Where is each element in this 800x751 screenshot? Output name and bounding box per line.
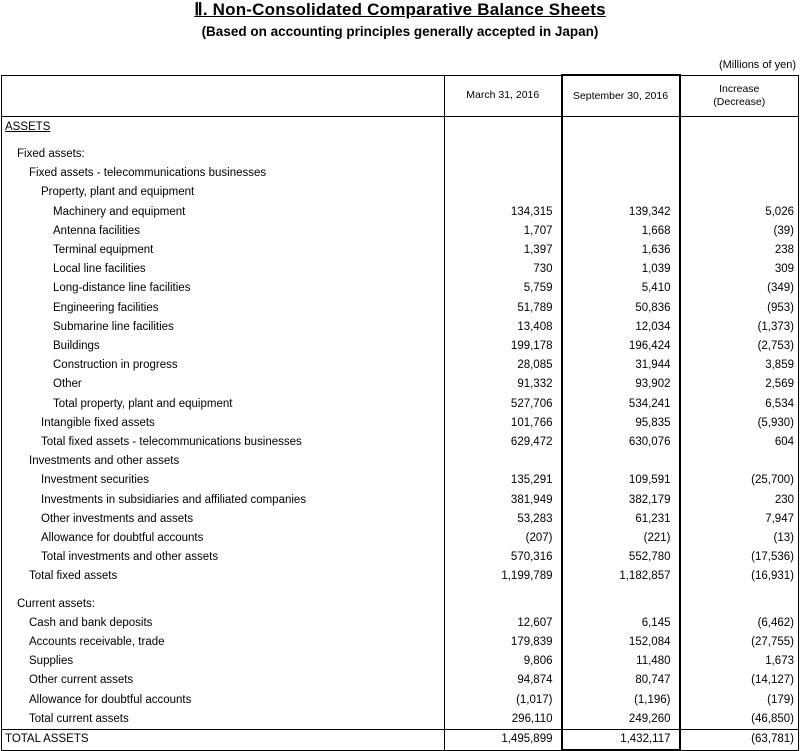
row-label <box>2 414 445 433</box>
row-label <box>2 164 445 183</box>
value-march-2016: 1,707 <box>445 222 562 241</box>
value-september-2016: 1,636 <box>562 241 680 260</box>
page-title: Ⅱ. Non-Consolidated Comparative Balance Sheets <box>194 0 606 19</box>
row-label <box>2 203 445 222</box>
value-march-2016 <box>445 117 562 138</box>
value-increase-decrease: (46,850) <box>680 710 799 730</box>
value-increase-decrease: 1,673 <box>680 652 799 671</box>
value-increase-decrease: (1,373) <box>680 318 799 337</box>
row-label-text: Investments in subsidiaries and affiliated companies <box>41 493 307 506</box>
table-row <box>2 337 799 356</box>
value-september-2016: 61,231 <box>562 510 680 529</box>
header-march-2016: March 31, 2016 <box>445 75 562 117</box>
value-march-2016 <box>445 137 562 145</box>
value-increase-decrease: (14,127) <box>680 671 799 690</box>
value-march-2016: 629,472 <box>445 433 562 452</box>
table-row <box>2 633 799 652</box>
table-row <box>2 529 799 548</box>
table-row <box>2 395 799 414</box>
row-label <box>2 510 445 529</box>
value-march-2016: 1,495,899 <box>445 730 562 751</box>
table-row <box>2 471 799 490</box>
header-label-cell <box>2 75 445 117</box>
value-september-2016: 1,668 <box>562 222 680 241</box>
row-label-text: Intangible fixed assets <box>41 416 155 429</box>
row-label-text: Current assets: <box>17 597 95 610</box>
table-row <box>2 260 799 279</box>
row-label <box>2 614 445 633</box>
row-label <box>2 241 445 260</box>
value-september-2016: 196,424 <box>562 337 680 356</box>
row-label <box>2 548 445 567</box>
value-september-2016: 109,591 <box>562 471 680 490</box>
value-september-2016: 93,902 <box>562 375 680 394</box>
total-row <box>2 730 799 751</box>
table-row <box>2 671 799 690</box>
value-increase-decrease <box>680 452 799 471</box>
header-september-2016: September 30, 2016 <box>562 75 680 117</box>
row-label <box>2 671 445 690</box>
value-march-2016: 296,110 <box>445 710 562 730</box>
row-label <box>2 452 445 471</box>
row-label <box>2 633 445 652</box>
table-row <box>2 375 799 394</box>
value-march-2016: 134,315 <box>445 203 562 222</box>
value-march-2016 <box>445 183 562 202</box>
value-march-2016: 9,806 <box>445 652 562 671</box>
value-september-2016: 11,480 <box>562 652 680 671</box>
spacer-row <box>2 587 799 595</box>
value-march-2016: 12,607 <box>445 614 562 633</box>
value-march-2016: 28,085 <box>445 356 562 375</box>
value-september-2016: 630,076 <box>562 433 680 452</box>
value-september-2016 <box>562 183 680 202</box>
value-increase-decrease: (39) <box>680 222 799 241</box>
value-increase-decrease: 7,947 <box>680 510 799 529</box>
value-september-2016: 152,084 <box>562 633 680 652</box>
value-increase-decrease: (6,462) <box>680 614 799 633</box>
value-september-2016: (221) <box>562 529 680 548</box>
value-march-2016: 381,949 <box>445 491 562 510</box>
value-increase-decrease: (25,700) <box>680 471 799 490</box>
row-label-text: Fixed assets: <box>17 148 85 160</box>
row-label <box>2 337 445 356</box>
value-september-2016: 5,410 <box>562 279 680 298</box>
row-label-text: Other <box>53 378 82 391</box>
row-label-text: Investment securities <box>41 474 150 487</box>
row-label <box>2 567 445 586</box>
value-increase-decrease: (16,931) <box>680 567 799 586</box>
table-row <box>2 691 799 710</box>
row-label <box>2 529 445 548</box>
value-september-2016: 31,944 <box>562 356 680 375</box>
value-september-2016: 95,835 <box>562 414 680 433</box>
value-march-2016: 730 <box>445 260 562 279</box>
spacer-row <box>2 137 799 145</box>
value-september-2016: 534,241 <box>562 395 680 414</box>
row-label-text: Allowance for doubtful accounts <box>29 693 192 706</box>
table-row <box>2 567 799 586</box>
value-september-2016: 80,747 <box>562 671 680 690</box>
table-row <box>2 414 799 433</box>
header-row <box>2 75 799 117</box>
value-increase-decrease: (27,755) <box>680 633 799 652</box>
row-label <box>2 318 445 337</box>
value-increase-decrease: (17,536) <box>680 548 799 567</box>
row-label <box>2 730 445 751</box>
row-label <box>2 299 445 318</box>
section-heading: ASSETS <box>5 121 51 133</box>
value-increase-decrease <box>680 164 799 183</box>
row-label-text: Cash and bank deposits <box>29 616 153 629</box>
table-row <box>2 491 799 510</box>
value-increase-decrease: (63,781) <box>680 730 799 751</box>
row-label <box>2 145 445 164</box>
row-label-text: TOTAL ASSETS <box>5 733 89 746</box>
value-march-2016: 199,178 <box>445 337 562 356</box>
value-increase-decrease: 230 <box>680 491 799 510</box>
value-march-2016: (207) <box>445 529 562 548</box>
value-increase-decrease <box>680 145 799 164</box>
row-label-text: Total current assets <box>29 712 129 725</box>
table-row <box>2 299 799 318</box>
row-label-text: Local line facilities <box>53 263 146 276</box>
row-label-text: Property, plant and equipment <box>41 186 195 199</box>
page-subtitle: (Based on accounting principles generally accepted in Japan) <box>201 24 599 39</box>
value-increase-decrease: (5,930) <box>680 414 799 433</box>
value-march-2016: 13,408 <box>445 318 562 337</box>
table-row <box>2 203 799 222</box>
value-march-2016: 135,291 <box>445 471 562 490</box>
table-row <box>2 241 799 260</box>
table-row <box>2 433 799 452</box>
row-label-text: Total investments and other assets <box>41 551 219 564</box>
row-label <box>2 375 445 394</box>
value-september-2016 <box>562 137 680 145</box>
value-march-2016: 101,766 <box>445 414 562 433</box>
row-label-text: Buildings <box>53 340 100 353</box>
header-decrease: (Decrease) <box>713 95 766 108</box>
row-label <box>2 222 445 241</box>
value-march-2016: 51,789 <box>445 299 562 318</box>
row-label-text: Fixed assets - telecommunications businesses <box>29 167 267 180</box>
table-row <box>2 510 799 529</box>
value-march-2016 <box>445 145 562 164</box>
value-march-2016 <box>445 595 562 614</box>
value-september-2016 <box>562 595 680 614</box>
row-label <box>2 471 445 490</box>
value-september-2016 <box>562 117 680 138</box>
value-september-2016: 6,145 <box>562 614 680 633</box>
row-label <box>2 260 445 279</box>
row-label-text: Machinery and equipment <box>53 205 186 218</box>
row-label <box>2 710 445 730</box>
row-label <box>2 356 445 375</box>
table-row <box>2 452 799 471</box>
table-row <box>2 652 799 671</box>
value-september-2016: 382,179 <box>562 491 680 510</box>
value-increase-decrease: (349) <box>680 279 799 298</box>
row-label-text: Engineering facilities <box>53 301 159 314</box>
value-september-2016 <box>562 452 680 471</box>
value-increase-decrease <box>680 117 799 138</box>
row-label <box>2 117 445 138</box>
value-increase-decrease: 309 <box>680 260 799 279</box>
value-march-2016 <box>445 587 562 595</box>
value-march-2016 <box>445 164 562 183</box>
balance-sheet-table <box>1 74 799 751</box>
units-note: (Millions of yen) <box>718 59 796 71</box>
row-label-text: Investments and other assets <box>29 455 180 468</box>
value-september-2016: 1,182,857 <box>562 567 680 586</box>
spacer-cell <box>2 587 445 595</box>
row-label-text: Submarine line facilities <box>53 320 174 333</box>
value-march-2016: (1,017) <box>445 691 562 710</box>
value-march-2016: 94,874 <box>445 671 562 690</box>
value-increase-decrease <box>680 587 799 595</box>
value-increase-decrease: (13) <box>680 529 799 548</box>
value-march-2016: 1,397 <box>445 241 562 260</box>
spacer-cell <box>2 137 445 145</box>
table-row <box>2 222 799 241</box>
value-september-2016 <box>562 145 680 164</box>
table-row <box>2 117 799 138</box>
row-label-text: Other investments and assets <box>41 512 194 525</box>
value-september-2016 <box>562 587 680 595</box>
value-increase-decrease: (953) <box>680 299 799 318</box>
table-row <box>2 356 799 375</box>
value-september-2016: 249,260 <box>562 710 680 730</box>
value-increase-decrease: (2,753) <box>680 337 799 356</box>
value-september-2016: (1,196) <box>562 691 680 710</box>
row-label <box>2 395 445 414</box>
row-label-text: Total fixed assets - telecommunications businesses <box>41 436 302 449</box>
row-label <box>2 433 445 452</box>
value-increase-decrease: 3,859 <box>680 356 799 375</box>
row-label <box>2 595 445 614</box>
value-march-2016: 527,706 <box>445 395 562 414</box>
value-september-2016: 12,034 <box>562 318 680 337</box>
value-march-2016: 91,332 <box>445 375 562 394</box>
value-september-2016: 139,342 <box>562 203 680 222</box>
row-label <box>2 491 445 510</box>
value-increase-decrease: 6,534 <box>680 395 799 414</box>
table-row <box>2 145 799 164</box>
row-label-text: Accounts receivable, trade <box>29 636 165 649</box>
table-row <box>2 279 799 298</box>
row-label-text: Supplies <box>29 655 74 668</box>
value-march-2016: 179,839 <box>445 633 562 652</box>
row-label-text: Long-distance line facilities <box>53 282 191 295</box>
table-row <box>2 318 799 337</box>
table-row <box>2 614 799 633</box>
table-row <box>2 164 799 183</box>
row-label <box>2 652 445 671</box>
value-increase-decrease: 2,569 <box>680 375 799 394</box>
value-september-2016: 1,432,117 <box>562 730 680 751</box>
value-increase-decrease <box>680 183 799 202</box>
value-september-2016: 1,039 <box>562 260 680 279</box>
header-increase-decrease <box>680 75 799 117</box>
table-row <box>2 548 799 567</box>
value-increase-decrease: (179) <box>680 691 799 710</box>
value-march-2016: 53,283 <box>445 510 562 529</box>
value-march-2016: 5,759 <box>445 279 562 298</box>
value-increase-decrease <box>680 137 799 145</box>
value-march-2016: 570,316 <box>445 548 562 567</box>
table-row <box>2 710 799 730</box>
row-label <box>2 279 445 298</box>
value-increase-decrease: 5,026 <box>680 203 799 222</box>
row-label-text: Total property, plant and equipment <box>53 397 233 410</box>
value-increase-decrease: 238 <box>680 241 799 260</box>
table-row <box>2 595 799 614</box>
value-september-2016 <box>562 164 680 183</box>
table-row <box>2 183 799 202</box>
row-label <box>2 183 445 202</box>
table-body <box>2 117 799 751</box>
value-increase-decrease <box>680 595 799 614</box>
row-label-text: Construction in progress <box>53 359 178 372</box>
row-label <box>2 691 445 710</box>
header-increase: Increase <box>719 82 760 95</box>
value-september-2016: 50,836 <box>562 299 680 318</box>
row-label-text: Antenna facilities <box>53 224 140 237</box>
row-label-text: Other current assets <box>29 674 134 687</box>
value-march-2016 <box>445 452 562 471</box>
value-march-2016: 1,199,789 <box>445 567 562 586</box>
row-label-text: Total fixed assets <box>29 570 118 583</box>
value-september-2016: 552,780 <box>562 548 680 567</box>
row-label-text: Terminal equipment <box>53 244 154 257</box>
value-increase-decrease: 604 <box>680 433 799 452</box>
row-label-text: Allowance for doubtful accounts <box>41 532 204 545</box>
